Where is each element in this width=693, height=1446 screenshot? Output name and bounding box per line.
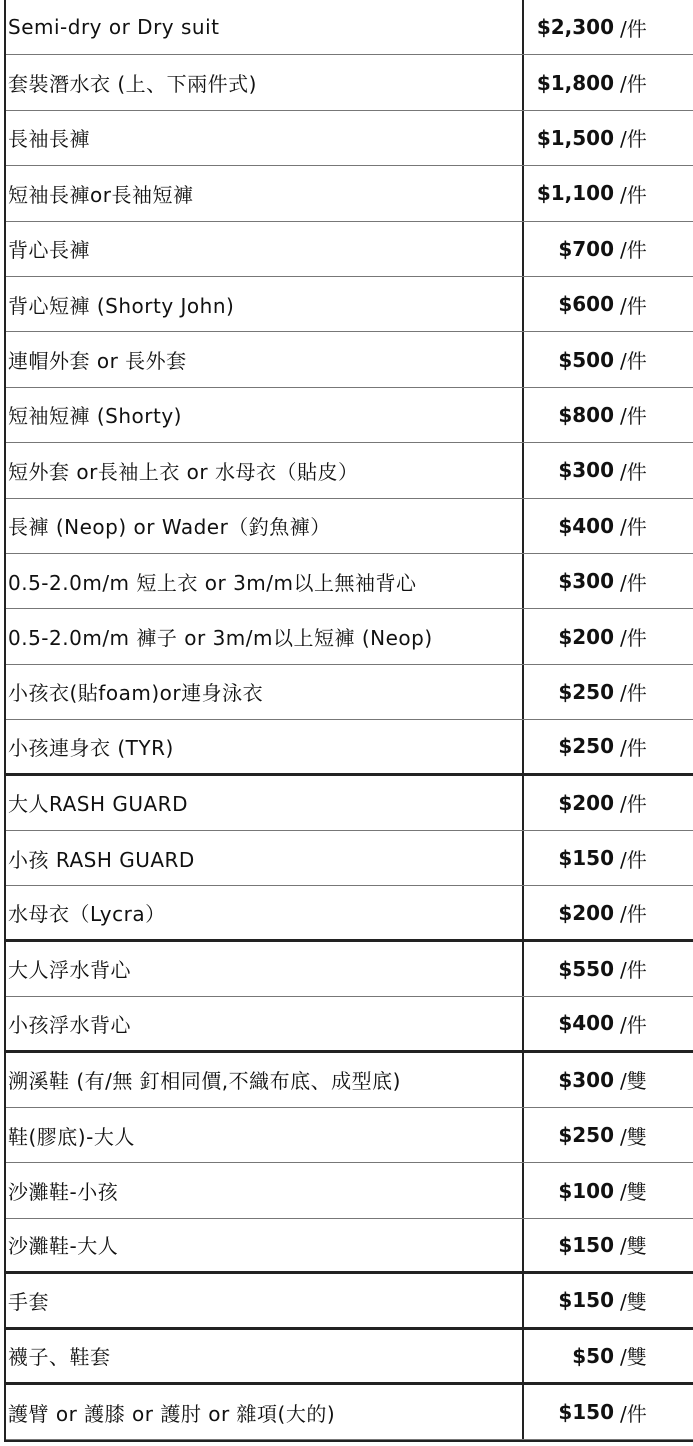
item-unit: /件 bbox=[620, 847, 647, 872]
item-price: $1,800 bbox=[536, 70, 614, 95]
item-name: 護臂 or 護膝 or 護肘 or 雜項(大的) bbox=[8, 1401, 336, 1426]
item-unit: /件 bbox=[620, 349, 647, 374]
item-price-cell bbox=[526, 720, 686, 772]
item-price: $250 bbox=[558, 1123, 614, 1148]
item-name: 溯溪鞋 (有/無 釘相同價,不織布底、成型底) bbox=[8, 1069, 401, 1094]
item-price: $200 bbox=[558, 900, 614, 925]
item-price: $600 bbox=[558, 292, 614, 317]
item-price: $150 bbox=[558, 1288, 614, 1313]
table-row bbox=[6, 997, 693, 1052]
item-price-cell bbox=[526, 609, 686, 663]
item-price-cell bbox=[526, 1108, 686, 1162]
item-unit: /件 bbox=[620, 459, 647, 484]
table-row bbox=[6, 609, 693, 664]
item-price-cell bbox=[526, 222, 686, 276]
item-price: $150 bbox=[558, 1400, 614, 1425]
item-price-cell bbox=[526, 886, 686, 938]
item-price: $50 bbox=[572, 1343, 614, 1368]
item-name: 小孩連身衣 (TYR) bbox=[8, 735, 174, 760]
item-name: 長袖長褲 bbox=[8, 127, 90, 152]
price-table bbox=[4, 0, 693, 1442]
item-name: 小孩衣(貼foam)or連身泳衣 bbox=[8, 681, 264, 706]
item-price: $1,100 bbox=[536, 181, 614, 206]
table-row bbox=[6, 776, 693, 831]
item-price: $300 bbox=[558, 569, 614, 594]
item-price-cell bbox=[526, 776, 686, 830]
table-row bbox=[6, 1219, 693, 1274]
item-price-cell bbox=[526, 499, 686, 553]
item-price: $800 bbox=[558, 402, 614, 427]
item-name: 背心長褲 bbox=[8, 238, 90, 263]
item-price: $250 bbox=[558, 679, 614, 704]
item-unit: /雙 bbox=[620, 1124, 647, 1149]
table-row bbox=[6, 111, 693, 166]
item-price-cell bbox=[526, 111, 686, 165]
item-price-cell bbox=[526, 1274, 686, 1326]
item-name: 鞋(膠底)-大人 bbox=[8, 1124, 135, 1149]
item-unit: /件 bbox=[620, 681, 647, 706]
item-unit: /件 bbox=[620, 238, 647, 263]
item-price-cell bbox=[526, 1385, 686, 1439]
item-unit: /件 bbox=[620, 1012, 647, 1037]
item-name: 短袖短褲 (Shorty) bbox=[8, 404, 182, 429]
table-row bbox=[6, 0, 693, 55]
table-row bbox=[6, 554, 693, 609]
item-name: 襪子、鞋套 bbox=[8, 1345, 111, 1370]
item-price: $200 bbox=[558, 624, 614, 649]
item-name: 0.5-2.0m/m 短上衣 or 3m/m以上無袖背心 bbox=[8, 570, 417, 595]
item-price-cell bbox=[526, 1219, 686, 1271]
item-price: $250 bbox=[558, 734, 614, 759]
item-name: 小孩 RASH GUARD bbox=[8, 847, 195, 872]
table-row bbox=[6, 277, 693, 332]
table-row bbox=[6, 1163, 693, 1218]
item-unit: /件 bbox=[620, 570, 647, 595]
item-unit: /件 bbox=[620, 127, 647, 152]
item-price-cell bbox=[526, 665, 686, 719]
table-row bbox=[6, 1330, 693, 1385]
item-price-cell bbox=[526, 443, 686, 497]
table-row bbox=[6, 222, 693, 277]
item-unit: /雙 bbox=[620, 1180, 647, 1205]
item-price-cell bbox=[526, 1330, 686, 1382]
item-unit: /件 bbox=[620, 404, 647, 429]
item-name: 連帽外套 or 長外套 bbox=[8, 349, 187, 374]
item-unit: /件 bbox=[620, 902, 647, 927]
item-name: 套裝潛水衣 (上、下兩件式) bbox=[8, 72, 257, 97]
table-row bbox=[6, 166, 693, 221]
item-price-cell bbox=[526, 277, 686, 331]
table-row bbox=[6, 665, 693, 720]
item-unit: /件 bbox=[620, 72, 647, 97]
item-price-cell bbox=[526, 55, 686, 109]
item-name: 大人RASH GUARD bbox=[8, 792, 188, 817]
item-name: 大人浮水背心 bbox=[8, 958, 131, 983]
item-price: $200 bbox=[558, 790, 614, 815]
item-price-cell bbox=[526, 997, 686, 1049]
item-price: $100 bbox=[558, 1178, 614, 1203]
item-unit: /雙 bbox=[620, 1345, 647, 1370]
item-price-cell bbox=[526, 1163, 686, 1217]
item-name: 0.5-2.0m/m 褲子 or 3m/m以上短褲 (Neop) bbox=[8, 626, 433, 651]
item-unit: /件 bbox=[620, 182, 647, 207]
item-price: $500 bbox=[558, 347, 614, 372]
item-name: 短外套 or長袖上衣 or 水母衣（貼皮） bbox=[8, 459, 359, 484]
table-row bbox=[6, 942, 693, 997]
item-price: $700 bbox=[558, 236, 614, 261]
item-price: $1,500 bbox=[536, 125, 614, 150]
item-unit: /雙 bbox=[620, 1234, 647, 1259]
item-unit: /件 bbox=[620, 626, 647, 651]
item-unit: /雙 bbox=[620, 1289, 647, 1314]
item-unit: /件 bbox=[620, 16, 647, 41]
item-unit: /件 bbox=[620, 515, 647, 540]
item-price: $150 bbox=[558, 846, 614, 871]
table-row bbox=[6, 1053, 693, 1108]
item-unit: /件 bbox=[620, 1401, 647, 1426]
item-name: 背心短褲 (Shorty John) bbox=[8, 293, 235, 318]
item-price: $300 bbox=[558, 1067, 614, 1092]
item-price: $400 bbox=[558, 1011, 614, 1036]
table-row bbox=[6, 55, 693, 110]
table-row bbox=[6, 388, 693, 443]
item-unit: /件 bbox=[620, 735, 647, 760]
item-name: 長褲 (Neop) or Wader（釣魚褲） bbox=[8, 515, 331, 540]
item-unit: /件 bbox=[620, 958, 647, 983]
item-name: 水母衣（Lycra） bbox=[8, 902, 166, 927]
table-row bbox=[6, 831, 693, 886]
item-price: $150 bbox=[558, 1232, 614, 1257]
item-name: 沙灘鞋-大人 bbox=[8, 1234, 119, 1259]
item-price-cell bbox=[526, 1053, 686, 1107]
item-price: $400 bbox=[558, 513, 614, 538]
item-unit: /件 bbox=[620, 792, 647, 817]
table-row bbox=[6, 886, 693, 941]
table-row bbox=[6, 443, 693, 498]
table-row bbox=[6, 1274, 693, 1329]
item-price-cell bbox=[526, 166, 686, 220]
item-price-cell bbox=[526, 388, 686, 442]
item-unit: /件 bbox=[620, 293, 647, 318]
item-name: 沙灘鞋-小孩 bbox=[8, 1180, 119, 1205]
table-row bbox=[6, 1108, 693, 1163]
item-name: 手套 bbox=[8, 1289, 49, 1314]
item-price-cell bbox=[526, 554, 686, 608]
item-price: $550 bbox=[558, 956, 614, 981]
table-row bbox=[6, 720, 693, 775]
item-price: $300 bbox=[558, 458, 614, 483]
item-name: 短袖長褲or長袖短褲 bbox=[8, 182, 194, 207]
table-row bbox=[6, 1385, 693, 1440]
table-row bbox=[6, 499, 693, 554]
item-name: Semi-dry or Dry suit bbox=[8, 15, 220, 40]
item-price-cell bbox=[526, 942, 686, 996]
item-price: $2,300 bbox=[536, 15, 614, 40]
item-price-cell bbox=[526, 0, 686, 54]
table-row bbox=[6, 332, 693, 387]
item-unit: /雙 bbox=[620, 1069, 647, 1094]
item-price-cell bbox=[526, 831, 686, 885]
item-price-cell bbox=[526, 332, 686, 386]
item-name: 小孩浮水背心 bbox=[8, 1012, 131, 1037]
